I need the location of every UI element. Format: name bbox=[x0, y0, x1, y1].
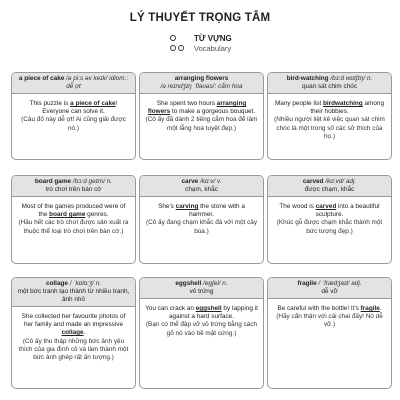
vocab-meaning: chạm, khắc bbox=[185, 186, 218, 193]
vocab-highlight: fragile bbox=[360, 305, 380, 312]
vocab-term: fragile bbox=[297, 280, 317, 287]
vocab-term: carve bbox=[181, 178, 199, 185]
vocab-translation: (Khúc gỗ được chạm khắc thành một bức tượng đẹp.) bbox=[276, 219, 383, 235]
circle-icon bbox=[170, 35, 176, 41]
vocab-translation: (Cô ấy đang chạm khắc đá với một cây búa.) bbox=[145, 219, 258, 235]
vocab-card bbox=[11, 277, 136, 389]
vocab-example: She collected her favourite photos of her family and made an impressive collage. (Cô ấy thu thập những bức ảnh yêu thích của gia đình cô và làm thành một bức ảnh ghép rất ấn tượng.) bbox=[18, 313, 129, 362]
vocab-pronunciation: /kɑ:v/ v. bbox=[199, 178, 222, 185]
vocab-pronunciation: /bɔ:d geɪm/ n. bbox=[72, 178, 113, 185]
vocab-example: This puzzle is a piece of cake! Everyone can solve it. (Câu đố này dễ ợt! Ai cũng giải được nó.) bbox=[12, 94, 135, 137]
vocab-example: The wood is carved into a beautiful sculpture. (Khúc gỗ được chạm khắc thành một bức tượng đẹp.) bbox=[268, 197, 391, 240]
vocab-pronunciation: /ə reɪndʒɪŋ ˈflaʊəs/: bbox=[160, 83, 217, 90]
vocab-translation: (Nhiều người liệt kê việc quan sát chim chóc là một trong số các sở thích của họ.) bbox=[274, 116, 385, 140]
vocab-meaning: được chạm, khắc bbox=[304, 186, 355, 193]
vocab-highlight: carving bbox=[175, 203, 199, 210]
vocab-card-header bbox=[12, 176, 135, 197]
vocab-pronunciation: /bɜ:d wɒtʃɪŋ/ n. bbox=[330, 75, 373, 82]
vocab-card-header bbox=[268, 176, 391, 197]
vocab-card bbox=[139, 72, 264, 160]
vocab-example: Be careful with the bottle! It's fragile. (Hãy cẩn thận với cái chai đấy! Nó dễ vỡ.) bbox=[268, 299, 391, 334]
vocab-meaning: trò chơi trên bàn cờ bbox=[45, 186, 102, 193]
vocab-term: collage bbox=[45, 280, 68, 287]
vocab-card-header bbox=[268, 73, 391, 94]
vocab-meaning: dễ vỡ bbox=[321, 288, 338, 295]
circle-icon bbox=[170, 45, 176, 51]
vocab-meaning: quan sát chim chóc bbox=[301, 83, 358, 90]
vocab-translation: (Cô ấy thu thập những bức ảnh yêu thích của gia đình cô và làm thành một bức ảnh ghép rất ấn tượng.) bbox=[18, 337, 129, 362]
vocab-pronunciation: /egʃel/ n. bbox=[203, 280, 228, 287]
vocab-card bbox=[11, 72, 136, 160]
vocab-card bbox=[139, 277, 264, 389]
vocab-highlight: collage bbox=[61, 329, 84, 337]
vocab-pronunciation: / ˈkɒlɑ:ʒ/ n. bbox=[69, 280, 102, 287]
section-title: TỪ VỰNG bbox=[194, 33, 232, 43]
vocab-example: She spent two hours arranging flowers to make a gorgeous bouquet. (Cô ấy đã dành 2 tiếng cắm hoa để làm một lẵng hoa tuyệt đẹp.) bbox=[145, 100, 258, 132]
vocab-term: arranging flowers bbox=[174, 75, 229, 82]
circle-icon bbox=[178, 45, 184, 51]
vocab-meaning: một bức tranh tạo thành từ nhiều tranh, ảnh nhỏ bbox=[17, 288, 130, 303]
vocab-translation: (Hầu hết các trò chơi được sản xuất ra thuộc thể loại trò chơi trên bàn cờ.) bbox=[18, 219, 129, 235]
vocab-example: Many people list birdwatching among their hobbies. (Nhiều người liệt kê việc quan sát chim chóc là một trong số các sở thích của họ.) bbox=[274, 100, 385, 140]
vocab-word-type: cắm hoa bbox=[218, 83, 243, 90]
vocab-term: eggshell bbox=[175, 280, 202, 287]
vocab-term: bird-watching bbox=[286, 75, 329, 82]
vocab-term: carved bbox=[302, 178, 324, 185]
vocab-translation: (Cô ấy đã dành 2 tiếng cắm hoa để làm một lẵng hoa tuyệt đẹp.) bbox=[145, 116, 258, 132]
section-header bbox=[170, 33, 290, 53]
vocab-term: board game bbox=[34, 178, 72, 185]
vocab-card-header bbox=[140, 278, 263, 299]
vocab-card-header bbox=[140, 176, 263, 197]
vocab-word-type: idiom.: dễ ợt bbox=[66, 75, 129, 90]
vocab-card bbox=[139, 175, 264, 264]
vocab-translation: (Câu đố này dễ ợt! Ai cũng giải được nó.) bbox=[21, 116, 126, 132]
page-title: LÝ THUYẾT TRỌNG TÂM bbox=[129, 12, 271, 24]
vocab-pronunciation: /kɑ:vd/ adj. bbox=[325, 178, 357, 185]
vocab-pronunciation: / ˈfrædʒaɪl/ adj. bbox=[318, 280, 362, 287]
vocab-pronunciation: /ə pi:s əv keɪk/ bbox=[66, 75, 108, 82]
section-subtitle: Vocabulary bbox=[194, 43, 232, 53]
vocab-card-header bbox=[12, 73, 135, 94]
vocab-card bbox=[11, 175, 136, 264]
vocab-card bbox=[267, 72, 392, 160]
vocab-highlight: eggshell bbox=[195, 305, 222, 312]
vocab-translation: (Bạn có thể đập vỡ vỏ trứng bằng cách gõ nó vào bề mặt cứng.) bbox=[145, 321, 258, 337]
vocab-card bbox=[267, 277, 392, 389]
vocab-highlight: a piece of cake bbox=[70, 100, 116, 107]
vocab-card-header bbox=[268, 278, 391, 299]
vocab-card-header bbox=[140, 73, 263, 94]
vocab-card bbox=[267, 175, 392, 264]
vocab-highlight: arranging flowers bbox=[147, 100, 247, 116]
vocab-highlight: carved bbox=[315, 203, 337, 210]
vocab-translation: (Hãy cẩn thận với cái chai đấy! Nó dễ vỡ.) bbox=[276, 313, 383, 329]
vocab-example: She's carving the stone with a hammer. (Cô ấy đang chạm khắc đá với một cây búa.) bbox=[145, 203, 258, 235]
vocab-example: You can crack an eggshell by tapping it against a hard surface. (Bạn có thể đập vỡ vỏ trứng bằng cách gõ nó vào bề mặt cứng.) bbox=[145, 305, 258, 337]
vocab-term: a piece of cake bbox=[18, 75, 65, 82]
vocab-card-header bbox=[12, 278, 135, 307]
vocab-highlight: board game bbox=[49, 211, 86, 219]
vocab-highlight: birdwatching bbox=[322, 100, 363, 107]
vocab-meaning: vỏ trứng bbox=[189, 288, 214, 295]
vocab-example: Most of the games produced were of the board game genres. (Hầu hết các trò chơi được sản xuất ra thuộc thể loại trò chơi trên bàn cờ.) bbox=[18, 203, 129, 235]
